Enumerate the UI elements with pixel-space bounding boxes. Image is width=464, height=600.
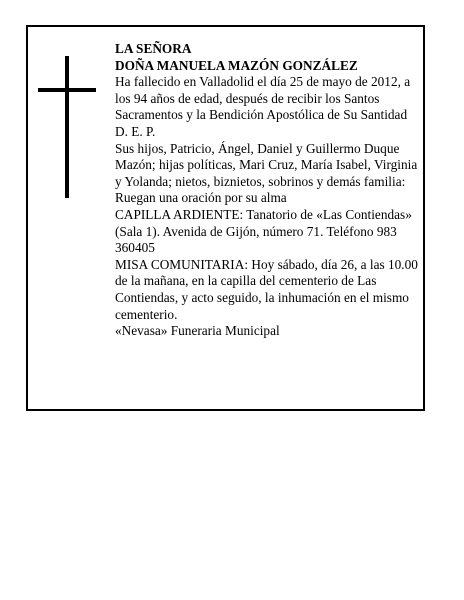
funeral-home: «Nevasa» Funeraria Municipal [115, 323, 280, 339]
death-info: Ha fallecido en Valladolid el día 25 de mayo de 2012, a los 94 años de edad, después de recibir los Santos Sacramentos y la Bendición Apostólica de Su Santidad [115, 74, 411, 123]
chapel-info: CAPILLA ARDIENTE: Tanatorio de «Las Contiendas» (Sala 1). Avenida de Gijón, número 71. Teléfono 983 360405 [115, 206, 412, 256]
cross-horizontal-bar [38, 88, 96, 92]
rip-text: D. E. P. [115, 123, 156, 139]
mass-info: MISA COMUNITARIA: Hoy sábado, día 26, a las 10.00 de la mañana, en la capilla del cementerio de Las Contiendas, y acto seguido, la inhumación en el mismo cementerio. [115, 256, 418, 322]
obituary-notice [26, 25, 425, 411]
prayer-request: Ruegan una oración por su alma [115, 190, 287, 206]
family-list: Sus hijos, Patricio, Ángel, Daniel y Guillermo Duque Mazón; hijas políticas, Mari Cruz, María Isabel, Virginia y Yolanda; nietos, biznietos, sobrinos y demás familia: [115, 140, 418, 189]
cross-vertical-bar [65, 56, 69, 198]
notice-text [115, 41, 421, 340]
heading-title: LA SEÑORA [115, 41, 192, 56]
deceased-name: DOÑA MANUELA MAZÓN GONZÁLEZ [115, 57, 358, 73]
cross-icon [38, 56, 96, 198]
